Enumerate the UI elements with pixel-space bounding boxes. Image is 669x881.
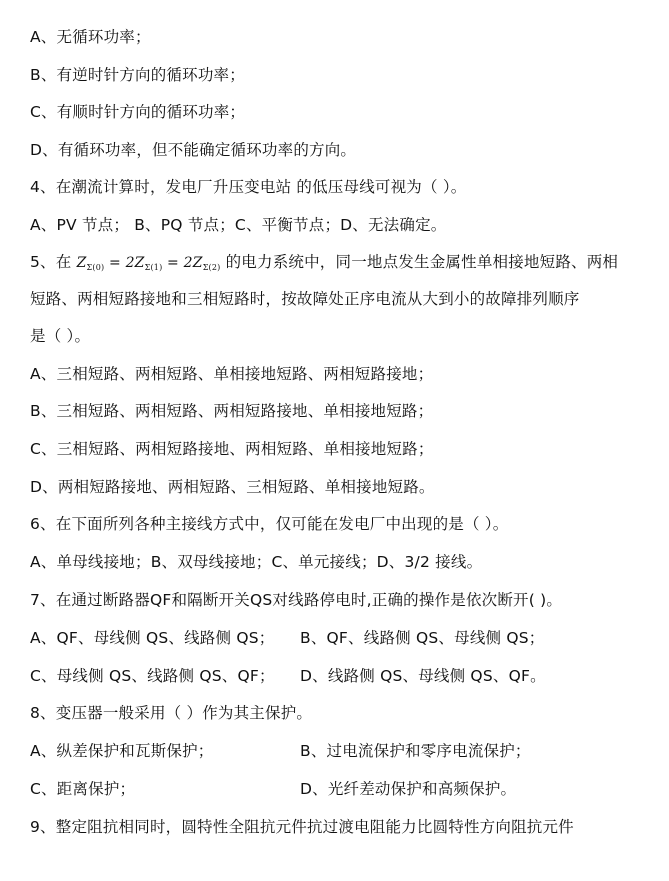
question-6-options: A、单母线接地；B、双母线接地；C、单元接线；D、3/2 接线。 [30,553,483,571]
formula-coef-2: 2 [183,255,193,271]
question-7-option-b: B、QF、线路侧 QS、母线侧 QS； [300,629,545,647]
question-7-option-c: C、母线侧 QS、线路侧 QS、QF； [30,667,275,685]
question-5-line-2: 短路、两相短路接地和三相短路时，按故障处正序电流从大到小的故障排列顺序 [30,290,580,308]
question-5-option-d: D、两相短路接地、两相短路、三相短路、单相接地短路。 [30,478,435,496]
option-d-undetermined-direction: D、有循环功率，但不能确定循环功率的方向。 [30,141,357,159]
question-5-line-3: 是（ ）。 [30,327,91,345]
question-8-option-c: C、距离保护； [30,780,136,798]
formula-z0: Z [76,255,87,271]
question-5-option-b: B、三相短路、两相短路、两相短路接地、单相接地短路； [30,402,434,420]
question-8-option-b: B、过电流保护和零序电流保护； [300,742,531,760]
question-5-suffix: 的电力系统中，同一地点发生金属性单相接地短路、两相 [220,253,619,271]
question-7: 7、在通过断路器QF和隔断开关QS对线路停电时,正确的操作是依次断开( )。 [30,591,563,609]
question-5-option-a: A、三相短路、两相短路、单相接地短路、两相短路接地； [30,365,434,383]
formula-eq-2: = [162,255,184,271]
impedance-formula [77,255,221,271]
formula-z2: Z [192,255,203,271]
formula-eq-1: = [104,255,126,271]
option-a-no-circulating-power: A、无循环功率； [30,28,151,46]
question-4: 4、在潮流计算时，发电厂升压变电站 的低压母线可视为（ ）。 [30,178,467,196]
question-8: 8、变压器一般采用（ ）作为其主保护。 [30,704,313,722]
formula-sub0: Σ(0) [86,263,105,272]
option-c-clockwise: C、有顺时针方向的循环功率； [30,103,246,121]
question-8-option-a: A、纵差保护和瓦斯保护； [30,742,214,760]
formula-coef-1: 2 [125,255,135,271]
question-9: 9、整定阻抗相同时，圆特性全阻抗元件抗过渡电阻能力比圆特性方向阻抗元件 [30,818,574,836]
question-4-options: A、PV 节点； B、PQ 节点；C、平衡节点；D、无法确定。 [30,216,447,234]
question-8-option-d: D、光纤差动保护和高频保护。 [300,780,517,798]
formula-z1: Z [134,255,145,271]
question-5-line-1 [30,252,651,278]
formula-sub2: Σ(2) [202,263,221,272]
question-7-option-d: D、线路侧 QS、母线侧 QS、QF。 [300,667,546,685]
question-7-option-a: A、QF、母线侧 QS、线路侧 QS； [30,629,275,647]
formula-sub1: Σ(1) [144,263,163,272]
option-b-counterclockwise: B、有逆时针方向的循环功率； [30,66,245,84]
question-6: 6、在下面所列各种主接线方式中，仅可能在发电厂中出现的是（ ）。 [30,515,509,533]
question-5-option-c: C、三相短路、两相短路接地、两相短路、单相接地短路； [30,440,434,458]
question-5-prefix: 5、在 [30,253,77,271]
